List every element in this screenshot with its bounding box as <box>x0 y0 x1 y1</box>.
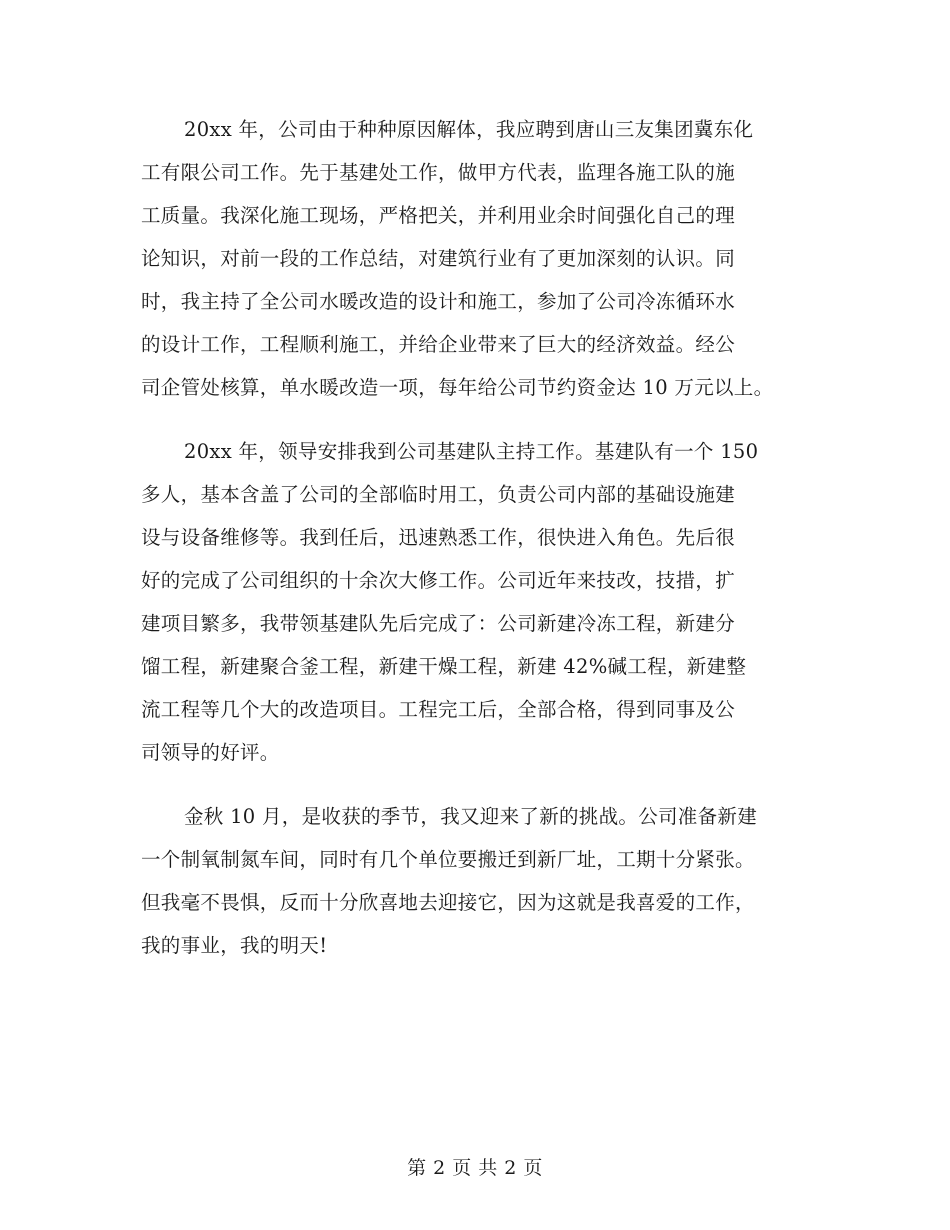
text-line: 馏工程，新建聚合釜工程，新建干燥工程，新建 42%碱工程，新建整 <box>141 655 747 678</box>
text-line: 工有限公司工作。先于基建处工作，做甲方代表，监理各施工队的施 <box>141 161 736 184</box>
text-line: 的设计工作，工程顺利施工，并给企业带来了巨大的经济效益。经公 <box>141 333 736 356</box>
text-line: 建项目繁多，我带领基建队先后完成了：公司新建冷冻工程，新建分 <box>141 612 736 635</box>
text-line: 金秋 10 月，是收获的季节，我又迎来了新的挑战。公司准备新建 <box>184 805 758 828</box>
text-line: 论知识，对前一段的工作总结，对建筑行业有了更加深刻的认识。同 <box>141 247 736 270</box>
text-line: 我的事业，我的明天! <box>141 934 328 957</box>
text-line: 司领导的好评。 <box>141 741 280 764</box>
text-line: 一个制氧制氮车间，同时有几个单位要搬迁到新厂址，工期十分紧张。 <box>141 848 755 871</box>
text-line: 设与设备维修等。我到任后，迅速熟悉工作，很快进入角色。先后很 <box>141 526 736 549</box>
text-line: 司企管处核算，单水暖改造一项，每年给公司节约资金达 10 万元以上。 <box>141 376 774 399</box>
text-line: 流工程等几个大的改造项目。工程完工后，全部合格，得到同事及公 <box>141 698 736 721</box>
text-line: 好的完成了公司组织的十余次大修工作。公司近年来技改，技措，扩 <box>141 569 736 592</box>
text-line: 时，我主持了全公司水暖改造的设计和施工，参加了公司冷冻循环水 <box>141 290 736 313</box>
text-line: 多人，基本含盖了公司的全部临时用工，负责公司内部的基础设施建 <box>141 483 736 506</box>
text-line: 20xx 年，领导安排我到公司基建队主持工作。基建队有一个 150 <box>184 440 759 463</box>
text-line: 20xx 年，公司由于种种原因解体，我应聘到唐山三友集团冀东化 <box>184 118 754 141</box>
text-line: 工质量。我深化施工现场，严格把关，并利用业余时间强化自己的理 <box>141 204 736 227</box>
page-number-footer: 第 2 页 共 2 页 <box>407 1157 543 1179</box>
text-line: 但我毫不畏惧，反而十分欣喜地去迎接它，因为这就是我喜爱的工作， <box>141 891 755 914</box>
